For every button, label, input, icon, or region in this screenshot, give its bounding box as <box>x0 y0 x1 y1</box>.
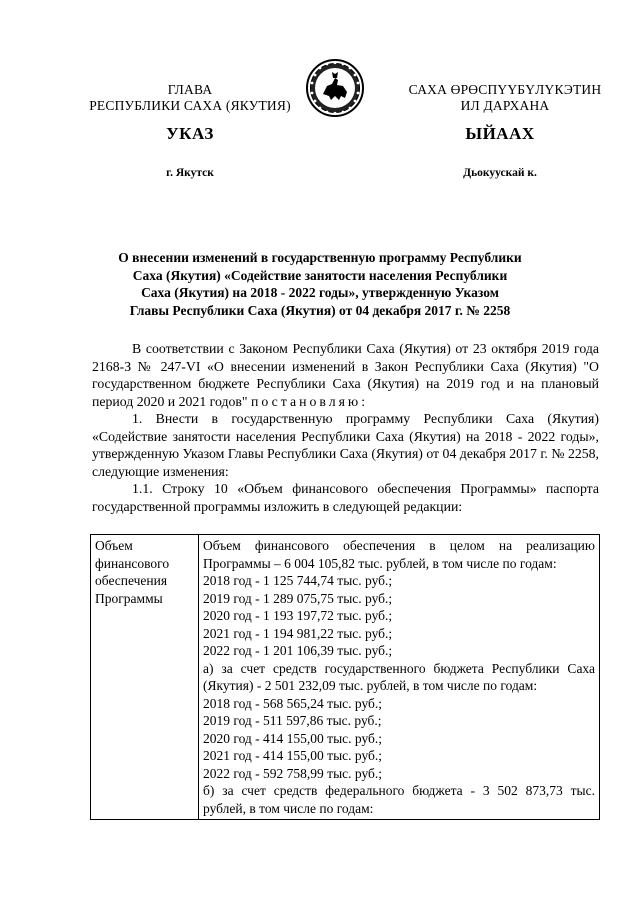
header-right-line1: САХА ӨРӨСПҮҮБҮЛҮКЭТИН <box>408 82 602 97</box>
total-year-2020: 2020 год - 1 193 197,72 тыс. руб.; <box>203 608 393 623</box>
table-value-cell <box>199 535 600 820</box>
coat-of-arms-emblem-icon <box>305 58 365 118</box>
decree-heading-line4: Главы Республики Саха (Якутия) от 04 декабря 2017 г. № 2258 <box>129 302 511 318</box>
state-year-2021: 2021 год - 414 155,00 тыс. руб.; <box>203 748 383 763</box>
state-year-2022: 2022 год - 592 758,99 тыс. руб.; <box>203 765 383 781</box>
city-right: Дьокуускай к. <box>463 167 537 179</box>
table-label-cell: Объем финансового обеспечения Программы <box>91 535 199 820</box>
decree-heading <box>40 249 600 319</box>
decree-heading-line3: Саха (Якутия) на 2018 - 2022 годы», утвержденную Указом <box>141 285 499 300</box>
header-left <box>85 82 295 114</box>
federal-budget-text: б) за счет средств федерального бюджета - 3 502 873,73 тыс. рублей, в том числе по годам: <box>203 783 595 816</box>
total-year-2022: 2022 год - 1 201 106,39 тыс. руб.; <box>203 643 393 658</box>
header-right-line2: ИЛ ДАРХАНА <box>460 98 550 113</box>
funding-intro: Объем финансового обеспечения в целом на реализацию Программы – 6 004 105,82 тыс. рублей, в том числе по годам: <box>203 538 595 571</box>
body-paragraph-1 <box>92 340 599 410</box>
body-paragraph-1-spaced: постановляю <box>251 393 362 409</box>
header-left-line2: РЕСПУБЛИКИ САХА (ЯКУТИЯ) <box>89 98 291 113</box>
state-year-2019: 2019 год - 511 597,86 тыс. руб.; <box>203 713 382 728</box>
state-budget-text: а) за счет средств государственного бюджета Республики Саха (Якутия) - 2 501 232,09 тыс. рублей, в том числе по годам: <box>203 660 595 693</box>
total-year-2019: 2019 год - 1 289 075,75 тыс. руб.; <box>203 590 393 606</box>
state-year-2018: 2018 год - 568 565,24 тыс. руб.; <box>203 695 383 711</box>
decree-heading-line2: Саха (Якутия) «Содействие занятости населения Республики <box>132 267 508 283</box>
decree-heading-line1: О внесении изменений в государственную программу Республики <box>118 250 522 265</box>
body-paragraph-3: 1.1. Строку 10 «Объем финансового обеспечения Программы» паспорта государственной программы изложить в следующей редакции: <box>92 481 599 514</box>
total-year-2018: 2018 год - 1 125 744,74 тыс. руб.; <box>203 573 393 588</box>
body-paragraph-1-lead: В соответствии с Законом Республики Саха (Якутия) от 23 октября 2019 года 2168-З № 247-VI «О внесении изменений в Закон Республики Саха (Якутия) "О государственном бюджете Республики Саха (Якутия) на 2019 год и на плановый период 2020 и 2021 годов" <box>92 341 599 409</box>
body-paragraph-1-end: : <box>361 393 366 409</box>
total-year-2021: 2021 год - 1 194 981,22 тыс. руб.; <box>203 625 393 641</box>
city-left: г. Якутск <box>166 167 214 179</box>
table-row <box>91 535 600 820</box>
state-year-2020: 2020 год - 414 155,00 тыс. руб.; <box>203 730 383 746</box>
header-left-line1: ГЛАВА <box>167 82 213 97</box>
decree-title-left: УКАЗ <box>166 124 214 143</box>
decree-body <box>92 340 599 515</box>
passport-table <box>90 534 600 820</box>
body-paragraph-2: 1. Внести в государственную программу Республики Саха (Якутия) «Содействие занятости населения Республики Саха (Якутия) на 2018 - 2022 годы», утвержденную Указом Главы Республики Саха (Якутия) от 04 декабря 2017 г. № 2258, следующие изменения: <box>92 411 599 479</box>
header-right <box>390 82 620 114</box>
decree-title-right: ЫЙААХ <box>465 124 535 143</box>
